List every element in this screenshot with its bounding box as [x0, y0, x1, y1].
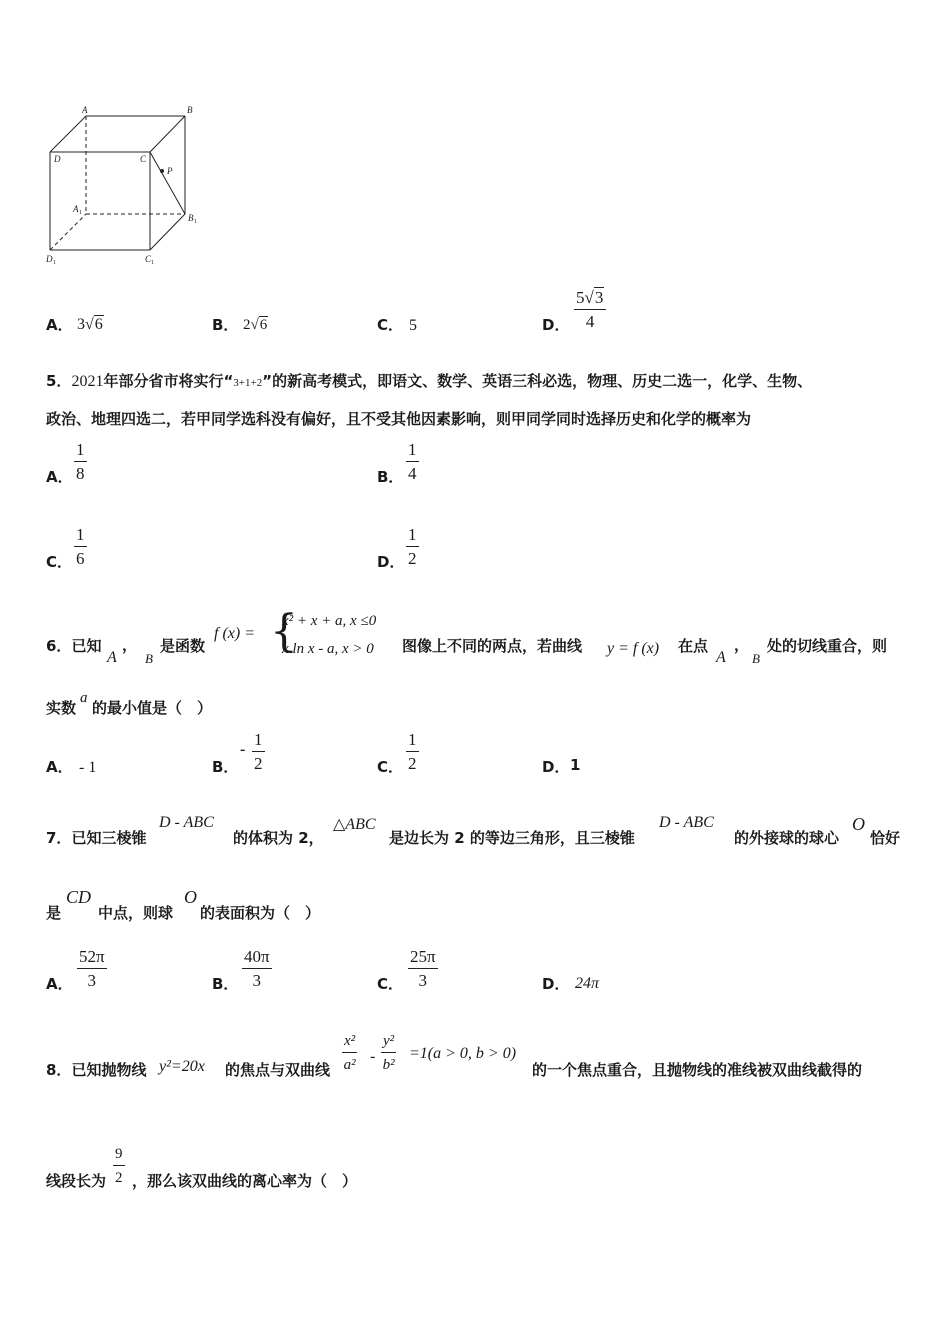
option-label: A． [46, 758, 73, 776]
label-c1: C [145, 254, 152, 264]
center-o: O [184, 887, 197, 907]
option-fraction: $\frac{1}{8}$ [76, 440, 85, 483]
option-label: C． [377, 975, 404, 993]
q6-line-2: 的最小值是（ ） [92, 699, 213, 717]
q8-line-2: ，那么该双曲线的离心率为（ ） [132, 1172, 358, 1190]
parabola: y²=20x [159, 1058, 205, 1075]
q7-text: 的外接球的球心 [734, 829, 840, 847]
label-c1-sub: 1 [151, 260, 154, 266]
label-d: D [54, 154, 61, 164]
label-d1-sub: 1 [53, 260, 56, 266]
q8-text: 的一个焦点重合，且抛物线的准线被双曲线截得的 [532, 1061, 863, 1079]
point-p [160, 169, 164, 173]
option-label: B． [212, 975, 239, 993]
label-c: C [140, 154, 147, 164]
point-a: A [716, 649, 726, 666]
q7-text: 7．已知三棱锥 [46, 829, 147, 847]
pyramid: D - ABC [659, 814, 714, 831]
hyperbola-term-1: $\frac{\text{x²}}{\text{a²}}$ [343, 1033, 356, 1073]
q5-line-2: 政治、地理四选二，若甲同学选科没有偏好，且不受其他因素影响，则甲同学同时选择历史和化学的概率为 [46, 410, 752, 428]
label-a1: A [73, 204, 79, 214]
option-value: 2√6 [243, 317, 268, 333]
q6-text: 处的切线重合，则 [767, 637, 888, 655]
label-b1-sub: 1 [194, 219, 197, 225]
point-a: A [107, 649, 117, 666]
option-label: A． [46, 468, 73, 486]
hyperbola-term-2: $\frac{\text{y²}}{\text{b²}}$ [382, 1033, 395, 1073]
center-o: O [852, 814, 865, 834]
option-fraction: $\frac{1}{2}$ [408, 525, 417, 568]
option-fraction: $\frac{1}{2}$ [408, 730, 417, 773]
segment-cd: CD [66, 887, 92, 907]
label-a1-sub: 1 [79, 210, 82, 216]
option-label: D． [542, 316, 570, 334]
option-value: 5 [409, 317, 417, 334]
option-label: B． [212, 758, 239, 776]
q5-line-1: 5．2021年部分省市将实行“3+1+2”的新高考模式，即语文、数学、英语三科必选，物理、历史二选一，化学、生物、 [46, 372, 813, 390]
length-fraction: $\frac{9}{2}$ [115, 1146, 123, 1186]
comma: ， [734, 636, 750, 654]
q7-line-2: 的表面积为（ ） [200, 904, 321, 922]
option-fraction: $\frac{25\pi}{3}$ [410, 947, 436, 990]
q6-number: 6．已知 [46, 637, 102, 655]
q6-text: 是函数 [160, 637, 206, 655]
q7-text: 是边长为 2 的等边三角形，且三棱锥 [389, 829, 635, 847]
option-label: C． [377, 316, 404, 334]
q6-line-2: 实数 [46, 699, 77, 717]
option-label: B． [212, 316, 239, 334]
label-a: A [82, 105, 88, 115]
option-fraction: $\frac{52\pi}{3}$ [79, 947, 105, 990]
option-label: A． [46, 316, 73, 334]
option-value: - 1 [79, 759, 97, 776]
variable-a: a [80, 690, 88, 706]
minus-sign: - [370, 1048, 376, 1065]
option-label: D． [377, 553, 405, 571]
label-b1: B [188, 213, 194, 223]
label-b: B [187, 105, 193, 115]
brace: { [270, 606, 298, 657]
option-label: D． [542, 975, 570, 993]
point-b: B [145, 651, 153, 666]
option-label: C． [46, 553, 73, 571]
q7-line-2: 是 [46, 904, 62, 922]
q6-text: 在点 [678, 637, 709, 655]
option-fraction: $\frac{1}{4}$ [408, 440, 417, 483]
option-value: 24π [575, 975, 600, 992]
q7-line-2: 中点，则球 [98, 904, 174, 922]
cube-figure [40, 100, 220, 275]
q7-text: 的体积为 2， [233, 829, 324, 847]
piecewise-case-2: x ln x - a, x > 0 [282, 641, 374, 657]
hyperbola-rest: =1(a > 0, b > 0) [409, 1045, 517, 1062]
option-label: C． [377, 758, 404, 776]
label-d1: D [46, 254, 53, 264]
q6-text: 图像上不同的两点，若曲线 [402, 637, 583, 655]
piecewise-case-1: x² + x + a, x ≤0 [282, 613, 377, 629]
q8-text: 8．已知抛物线 [46, 1061, 147, 1079]
q7-text: 恰好 [870, 829, 901, 847]
comma: ， [122, 636, 138, 654]
option-fraction: $\frac{1}{6}$ [76, 525, 85, 568]
function-f: f (x) = [214, 625, 255, 642]
option-label: A． [46, 975, 73, 993]
option-label: B． [377, 468, 404, 486]
option-value: 3√6 [77, 316, 103, 333]
label-p: P [167, 166, 173, 176]
triangle: △ABC [333, 816, 376, 833]
option-fraction: $\frac{1}{2}$ [254, 730, 263, 773]
option-sign: - [240, 741, 246, 758]
option-fraction: $\frac{40\pi}{3}$ [244, 947, 270, 990]
option-value: 1 [570, 756, 581, 774]
q8-text: 的焦点与双曲线 [225, 1061, 331, 1079]
option-fraction: $\frac{5√3}{4}$ [574, 288, 606, 332]
curve: y = f (x) [607, 640, 660, 657]
point-b: B [752, 651, 760, 666]
option-label: D． [542, 758, 570, 776]
q8-line-2: 线段长为 [46, 1172, 107, 1190]
pyramid: D - ABC [159, 814, 214, 831]
